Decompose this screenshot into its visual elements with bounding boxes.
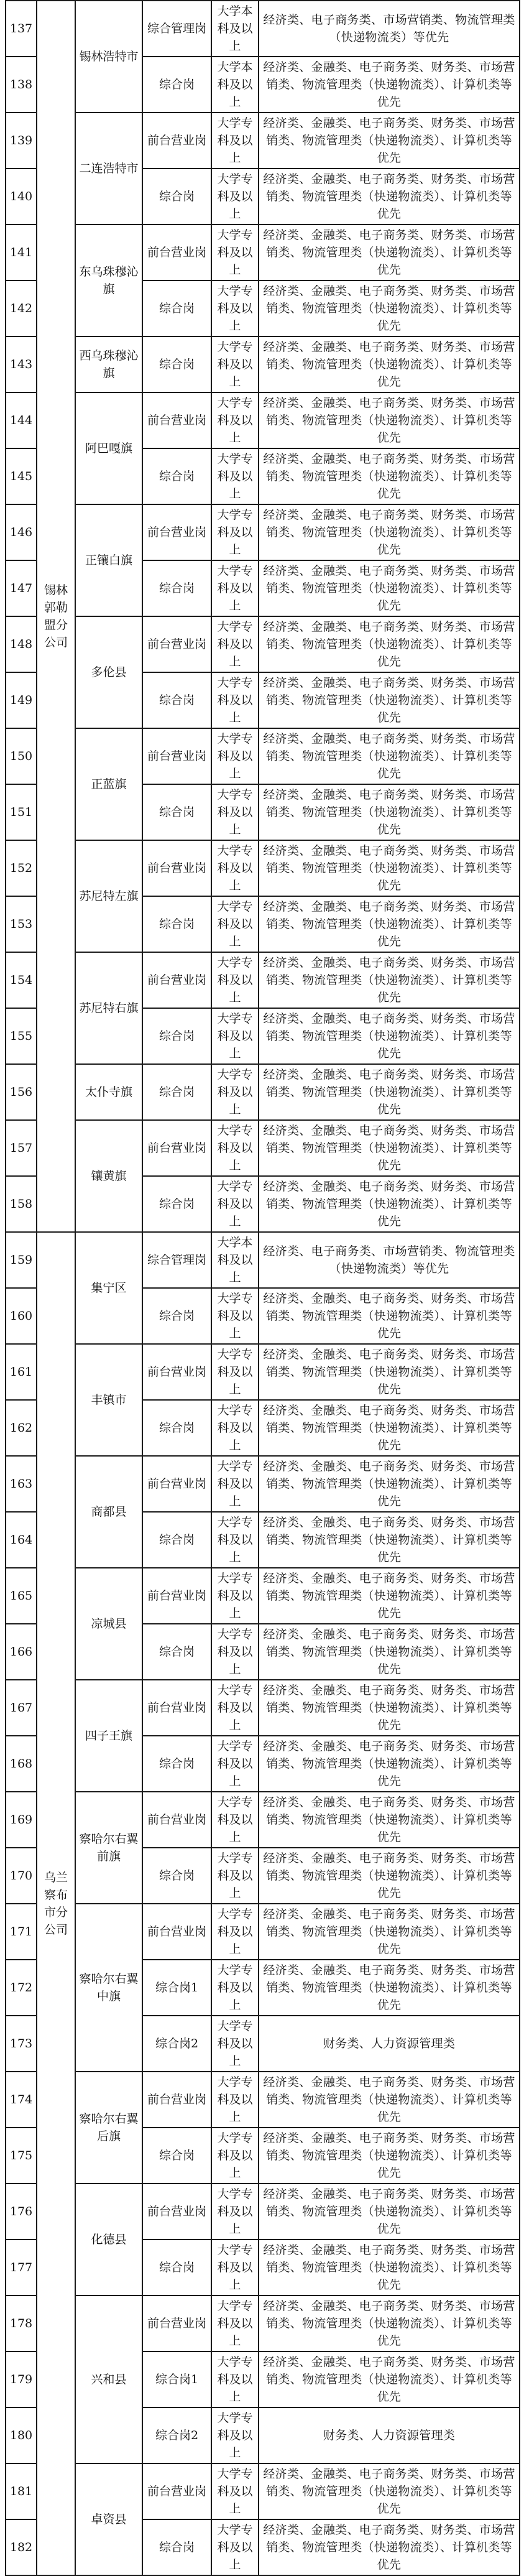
major-requirement: 经济类、金融类、电子商务类、财务类、市场营销类、物流管理类（快递物流类）、计算机类等优先 bbox=[259, 280, 520, 336]
post-name: 前台营业岗 bbox=[142, 1456, 211, 1512]
major-requirement: 经济类、金融类、电子商务类、财务类、市场营销类、物流管理类（快递物流类）、计算机类等优先 bbox=[259, 504, 520, 560]
row-number: 167 bbox=[6, 1680, 37, 1736]
table-row bbox=[6, 113, 520, 169]
education-requirement: 大学专科及以上 bbox=[211, 1344, 259, 1400]
post-name: 前台营业岗 bbox=[142, 1344, 211, 1400]
row-number: 145 bbox=[6, 448, 37, 504]
row-number: 158 bbox=[6, 1176, 37, 1232]
location-name: 集宁区 bbox=[75, 1232, 142, 1344]
major-requirement: 经济类、金融类、电子商务类、财务类、市场营销类、物流管理类（快递物流类）、计算机类等优先 bbox=[259, 1904, 520, 1960]
location-name: 东乌珠穆沁旗 bbox=[75, 225, 142, 336]
post-name: 前台营业岗 bbox=[142, 2184, 211, 2240]
post-name: 前台营业岗 bbox=[142, 1568, 211, 1624]
education-requirement: 大学专科及以上 bbox=[211, 1456, 259, 1512]
row-number: 160 bbox=[6, 1288, 37, 1344]
location-name: 苏尼特左旗 bbox=[75, 840, 142, 952]
location-name: 察哈尔右翼前旗 bbox=[75, 1792, 142, 1904]
post-name: 综合岗 bbox=[142, 2519, 211, 2575]
major-requirement: 经济类、金融类、电子商务类、财务类、市场营销类、物流管理类（快递物流类）、计算机类等优先 bbox=[259, 672, 520, 728]
major-requirement: 经济类、金融类、电子商务类、财务类、市场营销类、物流管理类（快递物流类）、计算机类等优先 bbox=[259, 2519, 520, 2575]
row-number: 142 bbox=[6, 280, 37, 336]
post-name: 综合岗 bbox=[142, 448, 211, 504]
post-name: 前台营业岗 bbox=[142, 2296, 211, 2351]
location-name: 太仆寺旗 bbox=[75, 1064, 142, 1120]
row-number: 181 bbox=[6, 2463, 37, 2519]
location-name: 察哈尔右翼中旗 bbox=[75, 1904, 142, 2072]
major-requirement: 经济类、金融类、电子商务类、财务类、市场营销类、物流管理类（快递物流类）、计算机类等优先 bbox=[259, 1344, 520, 1400]
education-requirement: 大学专科及以上 bbox=[211, 2296, 259, 2351]
post-name: 前台营业岗 bbox=[142, 616, 211, 672]
post-name: 综合岗1 bbox=[142, 2351, 211, 2407]
table-row bbox=[6, 2463, 520, 2519]
table-row bbox=[6, 1120, 520, 1176]
education-requirement: 大学专科及以上 bbox=[211, 2240, 259, 2296]
education-requirement: 大学专科及以上 bbox=[211, 225, 259, 280]
education-requirement: 大学专科及以上 bbox=[211, 1736, 259, 1792]
major-requirement: 经济类、电子商务类、市场营销类、物流管理类（快递物流类）等优先 bbox=[259, 1232, 520, 1288]
row-number: 161 bbox=[6, 1344, 37, 1400]
row-number: 141 bbox=[6, 225, 37, 280]
major-requirement: 经济类、金融类、电子商务类、财务类、市场营销类、物流管理类（快递物流类）、计算机类等优先 bbox=[259, 1736, 520, 1792]
post-name: 综合岗 bbox=[142, 280, 211, 336]
post-name: 前台营业岗 bbox=[142, 728, 211, 784]
location-name: 丰镇市 bbox=[75, 1344, 142, 1456]
row-number: 165 bbox=[6, 1568, 37, 1624]
row-number: 137 bbox=[6, 1, 37, 57]
major-requirement: 经济类、金融类、电子商务类、财务类、市场营销类、物流管理类（快递物流类）、计算机类等优先 bbox=[259, 448, 520, 504]
education-requirement: 大学专科及以上 bbox=[211, 336, 259, 392]
row-number: 180 bbox=[6, 2407, 37, 2463]
post-name: 综合岗 bbox=[142, 1008, 211, 1064]
row-number: 139 bbox=[6, 113, 37, 169]
post-name: 综合管理岗 bbox=[142, 1, 211, 57]
post-name: 综合岗2 bbox=[142, 2016, 211, 2072]
post-name: 前台营业岗 bbox=[142, 1120, 211, 1176]
major-requirement: 经济类、金融类、电子商务类、财务类、市场营销类、物流管理类（快递物流类）、计算机类等优先 bbox=[259, 1680, 520, 1736]
location-name: 察哈尔右翼后旗 bbox=[75, 2072, 142, 2184]
education-requirement: 大学专科及以上 bbox=[211, 1680, 259, 1736]
post-name: 综合岗 bbox=[142, 336, 211, 392]
row-number: 174 bbox=[6, 2072, 37, 2128]
major-requirement: 经济类、金融类、电子商务类、财务类、市场营销类、物流管理类（快递物流类）、计算机类等优先 bbox=[259, 2351, 520, 2407]
post-name: 综合岗 bbox=[142, 2128, 211, 2184]
education-requirement: 大学专科及以上 bbox=[211, 169, 259, 225]
major-requirement: 经济类、金融类、电子商务类、财务类、市场营销类、物流管理类（快递物流类）、计算机类等优先 bbox=[259, 225, 520, 280]
education-requirement: 大学专科及以上 bbox=[211, 840, 259, 896]
row-number: 140 bbox=[6, 169, 37, 225]
table-row bbox=[6, 2296, 520, 2351]
post-name: 综合岗 bbox=[142, 2240, 211, 2296]
row-number: 147 bbox=[6, 560, 37, 616]
table-body bbox=[6, 1, 520, 2575]
education-requirement: 大学专科及以上 bbox=[211, 2184, 259, 2240]
row-number: 152 bbox=[6, 840, 37, 896]
education-requirement: 大学专科及以上 bbox=[211, 2351, 259, 2407]
table-row bbox=[6, 2072, 520, 2128]
location-name: 镶黄旗 bbox=[75, 1120, 142, 1232]
major-requirement: 经济类、金融类、电子商务类、财务类、市场营销类、物流管理类（快递物流类）、计算机类等优先 bbox=[259, 1400, 520, 1456]
education-requirement: 大学本科及以上 bbox=[211, 57, 259, 113]
post-name: 前台营业岗 bbox=[142, 1904, 211, 1960]
table-row bbox=[6, 1344, 520, 1400]
major-requirement: 经济类、金融类、电子商务类、财务类、市场营销类、物流管理类（快递物流类）、计算机类等优先 bbox=[259, 1792, 520, 1848]
education-requirement: 大学专科及以上 bbox=[211, 1960, 259, 2016]
education-requirement: 大学专科及以上 bbox=[211, 504, 259, 560]
education-requirement: 大学专科及以上 bbox=[211, 1568, 259, 1624]
major-requirement: 经济类、金融类、电子商务类、财务类、市场营销类、物流管理类（快递物流类）、计算机类等优先 bbox=[259, 616, 520, 672]
education-requirement: 大学专科及以上 bbox=[211, 1624, 259, 1680]
post-name: 综合岗 bbox=[142, 1064, 211, 1120]
major-requirement: 经济类、金融类、电子商务类、财务类、市场营销类、物流管理类（快递物流类）、计算机类等优先 bbox=[259, 1568, 520, 1624]
table-row bbox=[6, 1232, 520, 1288]
row-number: 171 bbox=[6, 1904, 37, 1960]
location-name: 化德县 bbox=[75, 2184, 142, 2296]
row-number: 151 bbox=[6, 784, 37, 840]
post-name: 综合岗 bbox=[142, 1176, 211, 1232]
education-requirement: 大学专科及以上 bbox=[211, 1400, 259, 1456]
education-requirement: 大学专科及以上 bbox=[211, 1848, 259, 1904]
major-requirement: 经济类、金融类、电子商务类、财务类、市场营销类、物流管理类（快递物流类）、计算机类等优先 bbox=[259, 2463, 520, 2519]
table-row bbox=[6, 336, 520, 392]
company-name: 锡林郭勒盟分公司 bbox=[37, 1, 75, 1232]
education-requirement: 大学专科及以上 bbox=[211, 1288, 259, 1344]
education-requirement: 大学专科及以上 bbox=[211, 672, 259, 728]
major-requirement: 财务类、人力资源管理类 bbox=[259, 2407, 520, 2463]
major-requirement: 经济类、金融类、电子商务类、财务类、市场营销类、物流管理类（快递物流类）、计算机类等优先 bbox=[259, 1848, 520, 1904]
post-name: 综合岗 bbox=[142, 896, 211, 952]
major-requirement: 经济类、金融类、电子商务类、财务类、市场营销类、物流管理类（快递物流类）、计算机类等优先 bbox=[259, 2184, 520, 2240]
major-requirement: 经济类、金融类、电子商务类、财务类、市场营销类、物流管理类（快递物流类）、计算机类等优先 bbox=[259, 896, 520, 952]
major-requirement: 经济类、金融类、电子商务类、财务类、市场营销类、物流管理类（快递物流类）、计算机类等优先 bbox=[259, 169, 520, 225]
major-requirement: 经济类、金融类、电子商务类、财务类、市场营销类、物流管理类（快递物流类）、计算机类等优先 bbox=[259, 952, 520, 1008]
row-number: 163 bbox=[6, 1456, 37, 1512]
education-requirement: 大学专科及以上 bbox=[211, 113, 259, 169]
location-name: 锡林浩特市 bbox=[75, 1, 142, 113]
row-number: 178 bbox=[6, 2296, 37, 2351]
recruitment-table bbox=[5, 0, 520, 2576]
post-name: 综合岗 bbox=[142, 1400, 211, 1456]
location-name: 正镶白旗 bbox=[75, 504, 142, 616]
major-requirement: 经济类、金融类、电子商务类、财务类、市场营销类、物流管理类（快递物流类）、计算机类等优先 bbox=[259, 57, 520, 113]
major-requirement: 经济类、金融类、电子商务类、财务类、市场营销类、物流管理类（快递物流类）、计算机类等优先 bbox=[259, 113, 520, 169]
row-number: 164 bbox=[6, 1512, 37, 1568]
location-name: 西乌珠穆沁旗 bbox=[75, 336, 142, 392]
row-number: 146 bbox=[6, 504, 37, 560]
major-requirement: 经济类、金融类、电子商务类、财务类、市场营销类、物流管理类（快递物流类）、计算机类等优先 bbox=[259, 2072, 520, 2128]
post-name: 前台营业岗 bbox=[142, 952, 211, 1008]
post-name: 综合岗 bbox=[142, 560, 211, 616]
major-requirement: 经济类、金融类、电子商务类、财务类、市场营销类、物流管理类（快递物流类）、计算机类等优先 bbox=[259, 1064, 520, 1120]
post-name: 综合岗 bbox=[142, 784, 211, 840]
major-requirement: 经济类、金融类、电子商务类、财务类、市场营销类、物流管理类（快递物流类）、计算机类等优先 bbox=[259, 1008, 520, 1064]
education-requirement: 大学专科及以上 bbox=[211, 1008, 259, 1064]
major-requirement: 经济类、金融类、电子商务类、财务类、市场营销类、物流管理类（快递物流类）、计算机类等优先 bbox=[259, 560, 520, 616]
company-name: 乌兰察布市分公司 bbox=[37, 1232, 75, 2575]
location-name: 苏尼特右旗 bbox=[75, 952, 142, 1064]
table-row bbox=[6, 2184, 520, 2240]
post-name: 综合岗 bbox=[142, 1736, 211, 1792]
major-requirement: 经济类、金融类、电子商务类、财务类、市场营销类、物流管理类（快递物流类）、计算机类等优先 bbox=[259, 1288, 520, 1344]
major-requirement: 经济类、金融类、电子商务类、财务类、市场营销类、物流管理类（快递物流类）、计算机类等优先 bbox=[259, 336, 520, 392]
location-name: 商都县 bbox=[75, 1456, 142, 1568]
location-name: 阿巴嘎旗 bbox=[75, 392, 142, 504]
table-row bbox=[6, 1064, 520, 1120]
table-row bbox=[6, 392, 520, 448]
location-name: 凉城县 bbox=[75, 1568, 142, 1680]
table-row bbox=[6, 616, 520, 672]
table-row bbox=[6, 952, 520, 1008]
education-requirement: 大学专科及以上 bbox=[211, 2128, 259, 2184]
row-number: 154 bbox=[6, 952, 37, 1008]
major-requirement: 经济类、金融类、电子商务类、财务类、市场营销类、物流管理类（快递物流类）、计算机类等优先 bbox=[259, 2128, 520, 2184]
row-number: 177 bbox=[6, 2240, 37, 2296]
row-number: 143 bbox=[6, 336, 37, 392]
post-name: 综合岗 bbox=[142, 169, 211, 225]
location-name: 二连浩特市 bbox=[75, 113, 142, 225]
post-name: 前台营业岗 bbox=[142, 504, 211, 560]
major-requirement: 经济类、金融类、电子商务类、财务类、市场营销类、物流管理类（快递物流类）、计算机类等优先 bbox=[259, 784, 520, 840]
row-number: 179 bbox=[6, 2351, 37, 2407]
education-requirement: 大学专科及以上 bbox=[211, 2072, 259, 2128]
location-name: 多伦县 bbox=[75, 616, 142, 728]
row-number: 172 bbox=[6, 1960, 37, 2016]
education-requirement: 大学本科及以上 bbox=[211, 1232, 259, 1288]
major-requirement: 经济类、电子商务类、市场营销类、物流管理类（快递物流类）等优先 bbox=[259, 1, 520, 57]
education-requirement: 大学专科及以上 bbox=[211, 1064, 259, 1120]
table-row bbox=[6, 1568, 520, 1624]
education-requirement: 大学专科及以上 bbox=[211, 1792, 259, 1848]
location-name: 正蓝旗 bbox=[75, 728, 142, 840]
education-requirement: 大学专科及以上 bbox=[211, 616, 259, 672]
education-requirement: 大学专科及以上 bbox=[211, 448, 259, 504]
education-requirement: 大学专科及以上 bbox=[211, 1120, 259, 1176]
row-number: 144 bbox=[6, 392, 37, 448]
education-requirement: 大学专科及以上 bbox=[211, 896, 259, 952]
row-number: 150 bbox=[6, 728, 37, 784]
row-number: 170 bbox=[6, 1848, 37, 1904]
education-requirement: 大学专科及以上 bbox=[211, 280, 259, 336]
row-number: 149 bbox=[6, 672, 37, 728]
post-name: 综合岗 bbox=[142, 1624, 211, 1680]
major-requirement: 经济类、金融类、电子商务类、财务类、市场营销类、物流管理类（快递物流类）、计算机类等优先 bbox=[259, 840, 520, 896]
table-row bbox=[6, 840, 520, 896]
post-name: 前台营业岗 bbox=[142, 1792, 211, 1848]
row-number: 166 bbox=[6, 1624, 37, 1680]
education-requirement: 大学本科及以上 bbox=[211, 1, 259, 57]
location-name: 四子王旗 bbox=[75, 1680, 142, 1792]
major-requirement: 财务类、人力资源管理类 bbox=[259, 2016, 520, 2072]
row-number: 175 bbox=[6, 2128, 37, 2184]
row-number: 182 bbox=[6, 2519, 37, 2575]
education-requirement: 大学专科及以上 bbox=[211, 2407, 259, 2463]
row-number: 157 bbox=[6, 1120, 37, 1176]
row-number: 169 bbox=[6, 1792, 37, 1848]
education-requirement: 大学专科及以上 bbox=[211, 1904, 259, 1960]
table-row bbox=[6, 1456, 520, 1512]
post-name: 前台营业岗 bbox=[142, 840, 211, 896]
table-row bbox=[6, 1792, 520, 1848]
education-requirement: 大学专科及以上 bbox=[211, 560, 259, 616]
education-requirement: 大学专科及以上 bbox=[211, 2463, 259, 2519]
location-name: 卓资县 bbox=[75, 2463, 142, 2575]
post-name: 综合岗 bbox=[142, 57, 211, 113]
major-requirement: 经济类、金融类、电子商务类、财务类、市场营销类、物流管理类（快递物流类）、计算机类等优先 bbox=[259, 1176, 520, 1232]
row-number: 176 bbox=[6, 2184, 37, 2240]
major-requirement: 经济类、金融类、电子商务类、财务类、市场营销类、物流管理类（快递物流类）、计算机类等优先 bbox=[259, 1120, 520, 1176]
education-requirement: 大学专科及以上 bbox=[211, 392, 259, 448]
row-number: 138 bbox=[6, 57, 37, 113]
education-requirement: 大学专科及以上 bbox=[211, 952, 259, 1008]
post-name: 综合岗 bbox=[142, 672, 211, 728]
education-requirement: 大学专科及以上 bbox=[211, 728, 259, 784]
post-name: 前台营业岗 bbox=[142, 2072, 211, 2128]
education-requirement: 大学专科及以上 bbox=[211, 2016, 259, 2072]
education-requirement: 大学专科及以上 bbox=[211, 2519, 259, 2575]
table-row bbox=[6, 1680, 520, 1736]
post-name: 综合岗 bbox=[142, 1512, 211, 1568]
table-row bbox=[6, 1, 520, 57]
major-requirement: 经济类、金融类、电子商务类、财务类、市场营销类、物流管理类（快递物流类）、计算机类等优先 bbox=[259, 2240, 520, 2296]
major-requirement: 经济类、金融类、电子商务类、财务类、市场营销类、物流管理类（快递物流类）、计算机类等优先 bbox=[259, 1456, 520, 1512]
row-number: 168 bbox=[6, 1736, 37, 1792]
table-row bbox=[6, 728, 520, 784]
table-row bbox=[6, 504, 520, 560]
major-requirement: 经济类、金融类、电子商务类、财务类、市场营销类、物流管理类（快递物流类）、计算机类等优先 bbox=[259, 1512, 520, 1568]
table-row bbox=[6, 225, 520, 280]
row-number: 155 bbox=[6, 1008, 37, 1064]
post-name: 前台营业岗 bbox=[142, 113, 211, 169]
major-requirement: 经济类、金融类、电子商务类、财务类、市场营销类、物流管理类（快递物流类）、计算机类等优先 bbox=[259, 728, 520, 784]
post-name: 综合岗 bbox=[142, 1288, 211, 1344]
major-requirement: 经济类、金融类、电子商务类、财务类、市场营销类、物流管理类（快递物流类）、计算机类等优先 bbox=[259, 1624, 520, 1680]
table-row bbox=[6, 1904, 520, 1960]
major-requirement: 经济类、金融类、电子商务类、财务类、市场营销类、物流管理类（快递物流类）、计算机类等优先 bbox=[259, 392, 520, 448]
major-requirement: 经济类、金融类、电子商务类、财务类、市场营销类、物流管理类（快递物流类）、计算机类等优先 bbox=[259, 1960, 520, 2016]
post-name: 前台营业岗 bbox=[142, 1680, 211, 1736]
post-name: 综合岗1 bbox=[142, 1960, 211, 2016]
education-requirement: 大学专科及以上 bbox=[211, 1512, 259, 1568]
row-number: 159 bbox=[6, 1232, 37, 1288]
row-number: 148 bbox=[6, 616, 37, 672]
major-requirement: 经济类、金融类、电子商务类、财务类、市场营销类、物流管理类（快递物流类）、计算机类等优先 bbox=[259, 2296, 520, 2351]
row-number: 153 bbox=[6, 896, 37, 952]
post-name: 综合管理岗 bbox=[142, 1232, 211, 1288]
post-name: 前台营业岗 bbox=[142, 392, 211, 448]
post-name: 前台营业岗 bbox=[142, 225, 211, 280]
education-requirement: 大学专科及以上 bbox=[211, 784, 259, 840]
education-requirement: 大学专科及以上 bbox=[211, 1176, 259, 1232]
row-number: 173 bbox=[6, 2016, 37, 2072]
row-number: 156 bbox=[6, 1064, 37, 1120]
row-number: 162 bbox=[6, 1400, 37, 1456]
post-name: 综合岗 bbox=[142, 1848, 211, 1904]
location-name: 兴和县 bbox=[75, 2296, 142, 2463]
post-name: 前台营业岗 bbox=[142, 2463, 211, 2519]
post-name: 综合岗2 bbox=[142, 2407, 211, 2463]
